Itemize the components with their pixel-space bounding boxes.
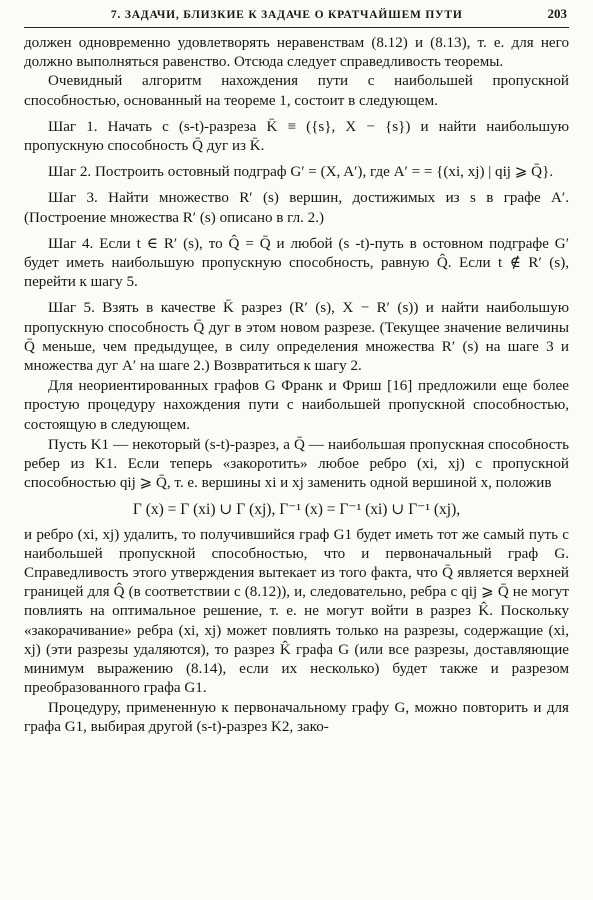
page-number: 203 <box>547 6 567 21</box>
paragraph-algorithm-intro: Очевидный алгоритм нахождения пути с наибольшей пропускной способностью, основанный на теореме 1, состоит в следующем. <box>24 73 569 109</box>
algorithm-step-1: Шаг 1. Начать с (s-t)-разреза K̄ ≡ ({s}, X − {s}) и найти наибольшую пропускную способность Q̄ дуг из K̄. <box>24 118 569 155</box>
algorithm-step-2: Шаг 2. Построить остовный подграф G′ = (X, A′), где A′ = = {(xi, xj) | qij ⩾ Q̄}. <box>48 164 554 181</box>
algorithm-step-3: Шаг 3. Найти множество R′ (s) вершин, достижимых из s в графе A′. (Построение множества R′ (s) описано в гл. 2.) <box>24 190 569 226</box>
running-title: 7. ЗАДАЧИ, БЛИЗКИЕ К ЗАДАЧЕ О КРАТЧАЙШЕМ ПУТИ <box>110 9 463 21</box>
page-body <box>24 34 569 737</box>
algorithm-step-4: Шаг 4. Если t ∈ R′ (s), то Q̂ = Q̄ и любой (s -t)-путь в остовном подграфе G′ будет иметь наибольшую пропускную способность, равную Q̂. Если t ∉ R′ (s), перейти к шагу 5. <box>24 235 569 291</box>
paragraph-continuation: должен одновременно удовлетворять неравенствам (8.12) и (8.13), т. е. для него должно выполняться равенство. Отсюда следует справедливость теоремы. <box>24 35 569 71</box>
display-formula: Γ (x) = Γ (xi) ∪ Γ (xj), Γ⁻¹ (x) = Γ⁻¹ (xi) ∪ Γ⁻¹ (xj), <box>132 501 461 519</box>
paragraph-frank-frisch: Для неориентированных графов G Франк и Фриш [16] предложили еще более простую процедуру нахождения пути с наибольшей пропускной способностью, состоящую в следующем. <box>24 378 569 433</box>
paragraph-shorting: Пусть K1 — некоторый (s-t)-разрез, а Q̄ — наибольшая пропускная способность ребер из K1. Если теперь «закоротить» любое ребро (xi, xj) с пропускной способностью qij ⩾ Q̄, т. е. вершины xi и xj заменить одной вершиной x, положив <box>24 436 569 492</box>
running-header <box>24 6 569 28</box>
paragraph-procedure: Процедуру, примененную к первоначальному графу G, можно повторить и для графа G1, выбирая другой (s-t)-разрез K2, зако- <box>24 699 569 735</box>
algorithm-step-5: Шаг 5. Взять в качестве K̄ разрез (R′ (s), X − R′ (s)) и найти наибольшую пропускную способность Q̄ дуг в этом новом разрезе. (Текущее значение величины Q̄ меньше, чем предыдущее, в силу определения множества R′ (s) на шаге 3 и множества дуг A′ на шаге 2.) Возвратиться к шагу 2. <box>24 300 569 375</box>
paragraph-justification: и ребро (xi, xj) удалить, то получившийся граф G1 будет иметь тот же самый путь с наибольшей пропускной способностью, что и первоначальный граф G. Справедливость этого утверждения вытекает из того факта, что Q̄ является верхней границей для Q̂ (в соответствии с (8.12)), и, следовательно, ребра с qij ⩾ Q̄ не могут повлиять на оптимальное решение, т. е. не могут войти в разрез K̂. Поскольку «закорачивание» ребра (xi, xj) может повлиять только на разрезы, содержащие (xi, xj) (эти разрезы удаляются), то разрез K̂ графа G (или все разрезы, доставляющие минимум выражению (8.14), если их несколько) будет также и разрезом преобразованного графа G1. <box>24 526 569 697</box>
